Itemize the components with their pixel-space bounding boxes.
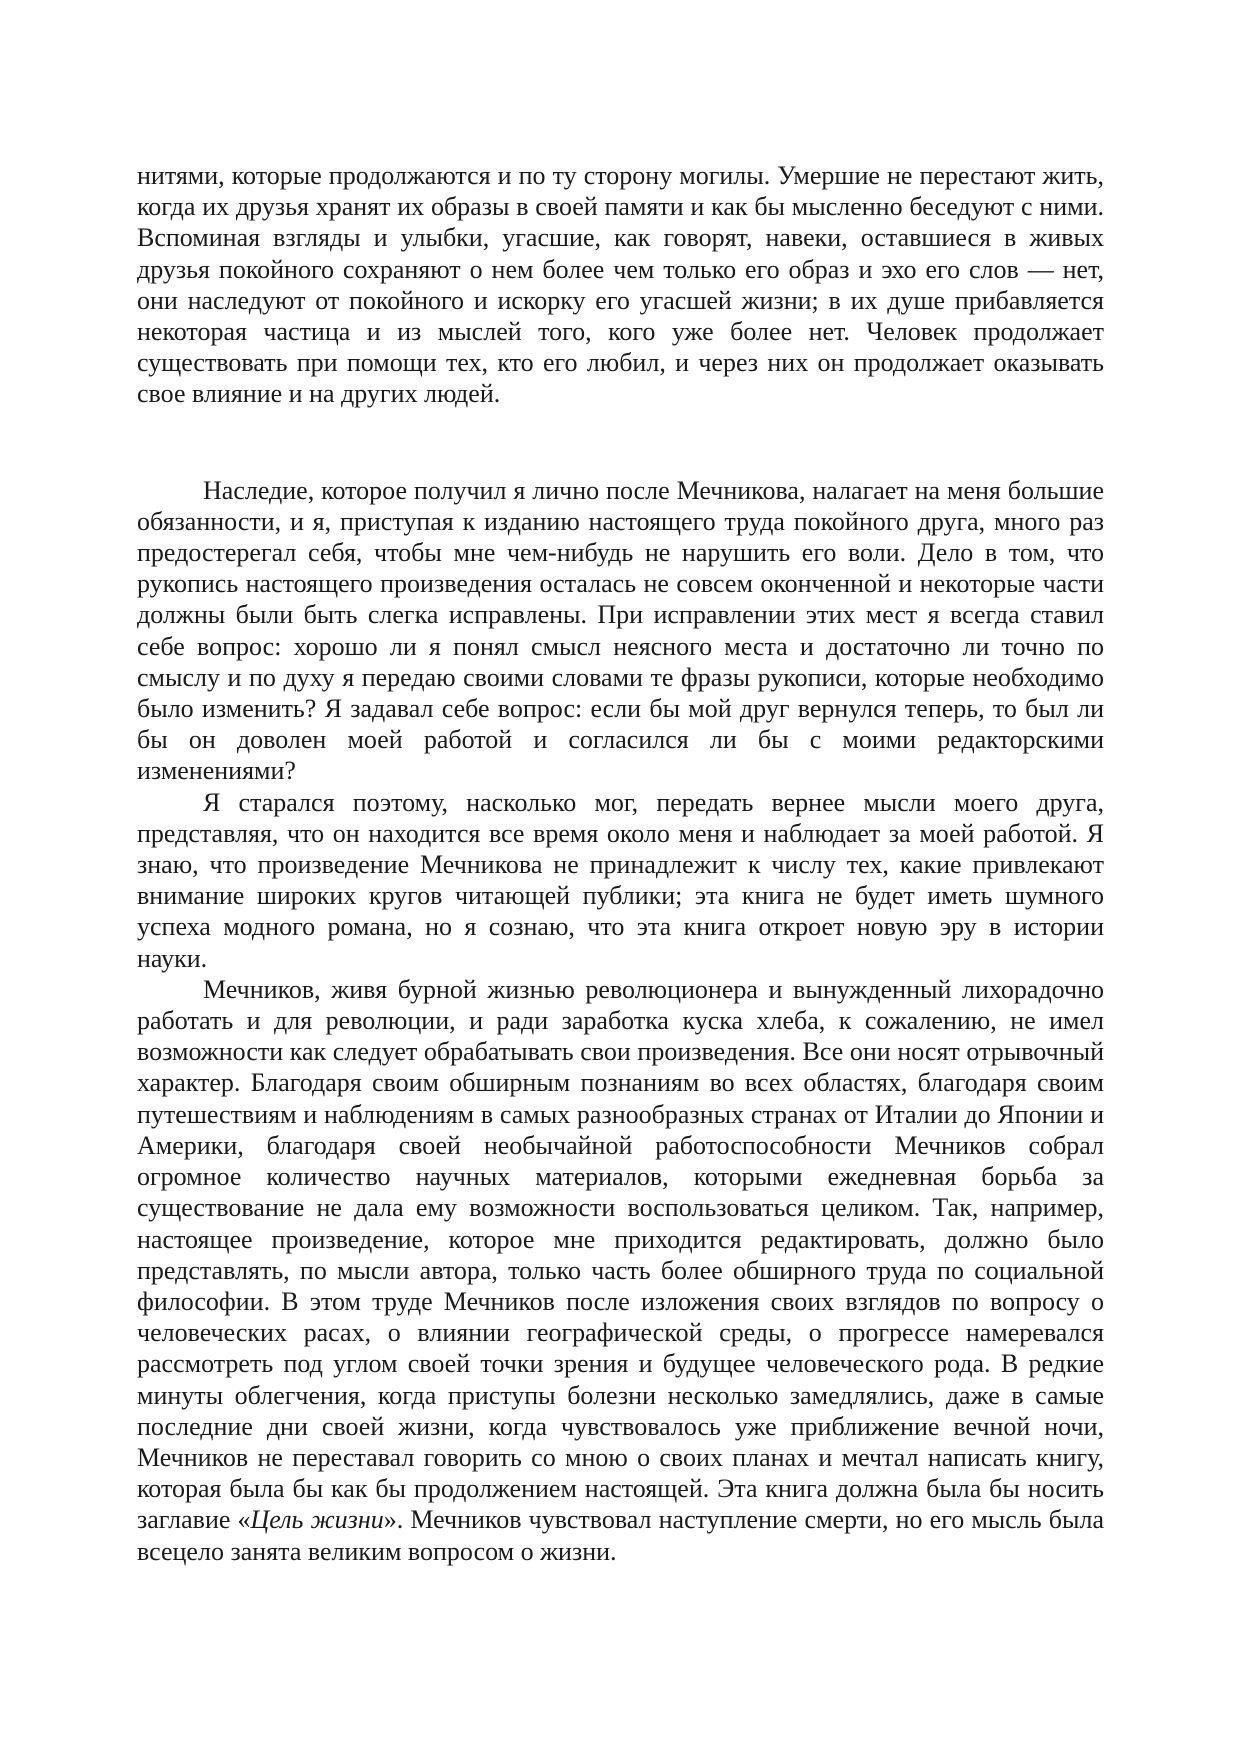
document-page: [137, 160, 1104, 1567]
paragraph-continued: нитями, которые продолжаются и по ту сторону могилы. Умершие не перестают жить, когда их друзья хранят их образы в своей памяти и как бы мысленно беседуют с ними. Вспоминая взгляды и улыбки, угасшие, как говорят, навеки, оставшиеся в живых друзья покойного сохраняют о нем более чем только его образ и эхо его слов — нет, они наследуют от покойного и искорку его угасшей жизни; в их душе прибавляется некоторая частица и из мыслей того, кого уже более нет. Человек продолжает существовать при помощи тех, кто его любил, и через них он продолжает оказывать свое влияние и на других людей.: [137, 161, 1104, 409]
paragraph-legacy: Наследие, которое получил я лично после Мечникова, налагает на меня большие обязанности, и я, приступая к изданию настоящего труда покойного друга, много раз предостерегал себя, чтобы мне чем-нибудь не нарушить его воли. Дело в том, что рукопись настоящего произведения осталась не совсем оконченной и некоторые части должны были быть слегка исправлены. При исправлении этих мест я всегда ставил себе вопрос: хорошо ли я понял смысл неясного места и достаточно ли точно по смыслу и по духу я передаю своими словами те фразы рукописи, которые необходимо было изменить? Я задавал себе вопрос: если бы мой друг вернулся теперь, то был ли бы он доволен моей работой и согласился ли бы с моими редакторскими изменениями?: [137, 475, 1104, 786]
paragraph-effort: Я старался поэтому, насколько мог, передать вернее мысли моего друга, представляя, что он находится все время около меня и наблюдает за моей работой. Я знаю, что произведение Мечникова не принадлежит к числу тех, какие привлекают внимание широких кругов читающей публики; эта книга не будет иметь шумного успеха модного романа, но я сознаю, что эта книга откроет новую эру в истории науки.: [137, 787, 1104, 973]
paragraph-mechnikov: [137, 974, 1104, 1567]
book-title: Цель жизни: [250, 1505, 384, 1535]
section-gap: [137, 410, 1104, 475]
paragraph-text-before-title: Мечников, живя бурной жизнью революционера и вынужденный лихорадочно работать и для революции, и ради заработка куска хлеба, к сожалению, не имел возможности как следует обрабатывать свои произведения. Все они носят отрывочный характер. Благодаря своим обширным познаниям во всех областях, благодаря своим путешествиям и наблюдениям в самых разнообразных странах от Италии до Японии и Америки, благодаря своей необычайной работоспособности Мечников собрал огромное количество научных материалов, которыми ежедневная борьба за существование не дала ему возможности воспользоваться целиком. Так, например, настоящее произведение, которое мне приходится редактировать, должно было представлять, по мысли автора, только часть более обширного труда по социальной философии. В этом труде Мечников после изложения своих взглядов по вопросу о человеческих расах, о влиянии географической среды, о прогрессе намеревался рассмотреть под углом своей точки зрения и будущее человеческого рода. В редкие минуты облегчения, когда приступы болезни несколько замедлялись, даже в самые последние дни своей жизни, когда чувствовалось уже приближение вечной ночи, Мечников не переставал говорить со мною о своих планах и мечтал написать книгу, которая была бы как бы продолжением настоящей. Эта книга должна была бы носить заглавие «: [137, 974, 1104, 1535]
paragraph-text-after-title: ». Мечников чувствовал наступление смерти, но его мысль была всецело занята великим вопросом о жизни.: [137, 1505, 1104, 1566]
